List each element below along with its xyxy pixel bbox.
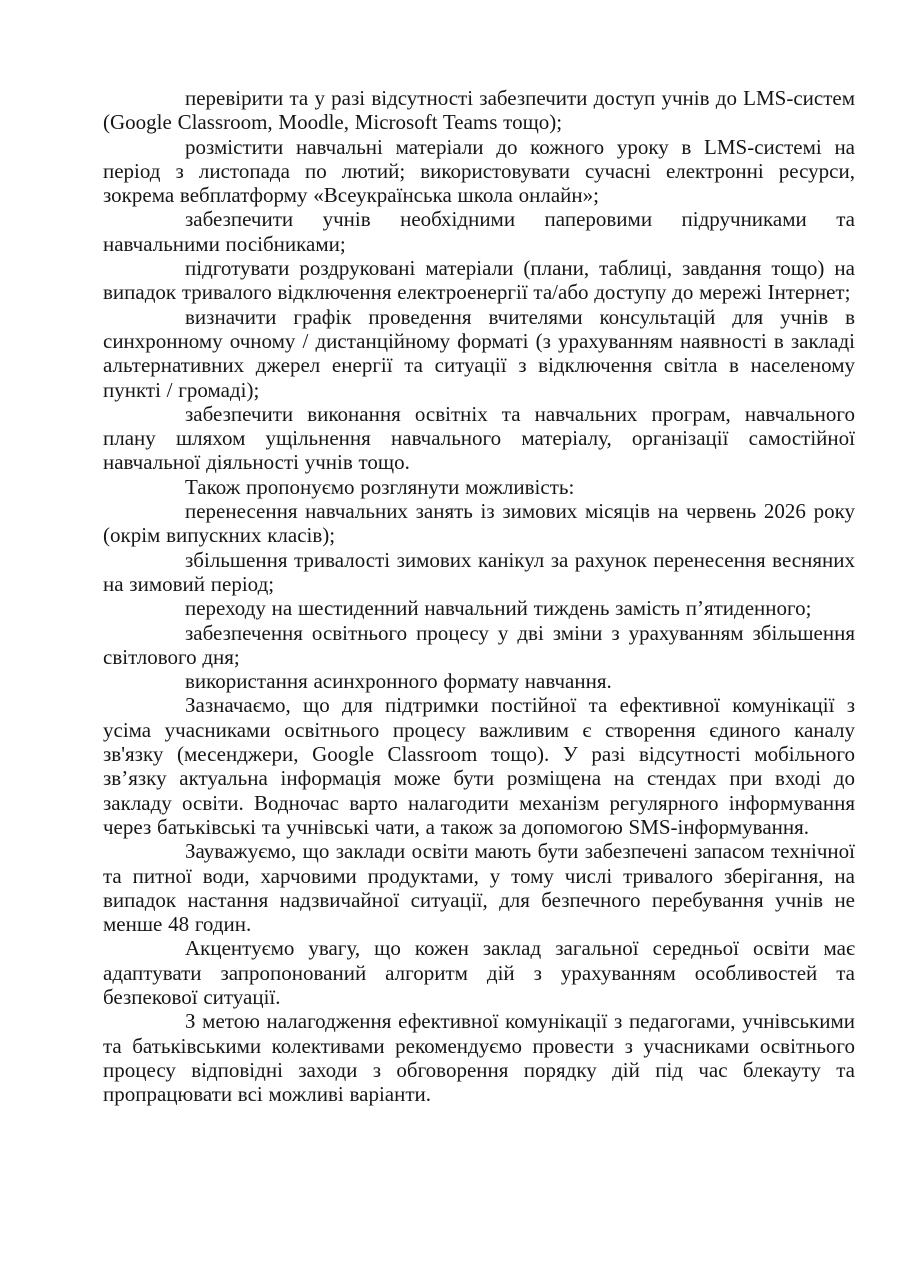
document-paragraph: забезпечити учнів необхідними паперовими підручниками та навчальними посібниками; [103,207,855,256]
document-body-text [103,86,855,1106]
document-paragraph: переходу на шестиденний навчальний тиждень замість п’ятиденного; [185,596,812,621]
document-paragraph: використання асинхронного формату навчання. [185,669,612,694]
document-paragraph: розмістити навчальні матеріали до кожного уроку в LMS-системі на період з листопада по лютий; використовувати сучасні електронні ресурси, зокрема вебплатформу «Всеукраїнська школа онлайн»; [103,134,855,208]
document-paragraph: забезпечити виконання освітніх та навчальних програм, навчального плану шляхом ущільнення навчального матеріалу, організації самостійної навчальної діяльності учнів тощо. [103,401,855,475]
document-paragraph: перенесення навчальних занять із зимових місяців на червень 2026 року (окрім випускних класів); [103,499,855,548]
document-paragraph: перевірити та у разі відсутності забезпечити доступ учнів до LMS-систем (Google Classroom, Moodle, Microsoft Teams тощо); [103,86,855,135]
document-paragraph: Також пропонуємо розглянути можливість: [185,474,575,499]
document-paragraph: Зазначаємо, що для підтримки постійної та ефективної комунікації з усіма учасниками освітнього процесу важливим є створення єдиного каналу зв'язку (месенджери, Google Classroom тощо). У разі відсутності мобільного зв’язку актуальна інформація може бути розміщена на стендах при вході до закладу освіти. Водночас варто налагодити механізм регулярного інформування через батьківські та учнівські чати, а також за допомогою SMS-інформування. [103,693,855,839]
document-paragraph: підготувати роздруковані матеріали (плани, таблиці, завдання тощо) на випадок тривалого відключення електроенергії та/або доступу до мережі Інтернет; [103,256,855,305]
document-paragraph: визначити графік проведення вчителями консультацій для учнів в синхронному очному / дистанційному форматі (з урахуванням наявності в закладі альтернативних джерел енергії та ситуації з відключення світла в населеному пункті / громаді); [103,304,855,402]
document-paragraph: З метою налагодження ефективної комунікації з педагогами, учнівськими та батьківськими колективами рекомендуємо провести з учасниками освітнього процесу відповідні заходи з обговорення порядку дій під час блекауту та пропрацювати всі можливі варіанти. [103,1009,855,1107]
document-paragraph: Акцентуємо увагу, що кожен заклад загальної середньої освіти має адаптувати запропонований алгоритм дій з урахуванням особливостей та безпекової ситуації. [103,936,855,1009]
document-paragraph: збільшення тривалості зимових канікул за рахунок перенесення весняних на зимовий період; [103,547,855,596]
document-paragraph: Зауважуємо, що заклади освіти мають бути забезпечені запасом технічної та питної води, харчовими продуктами, у тому числі тривалого зберігання, на випадок настання надзвичайної ситуації, для безпечного перебування учнів не менше 48 годин. [103,839,855,937]
document-paragraph: забезпечення освітнього процесу у дві зміни з урахуванням збільшення світлового дня; [103,620,855,669]
